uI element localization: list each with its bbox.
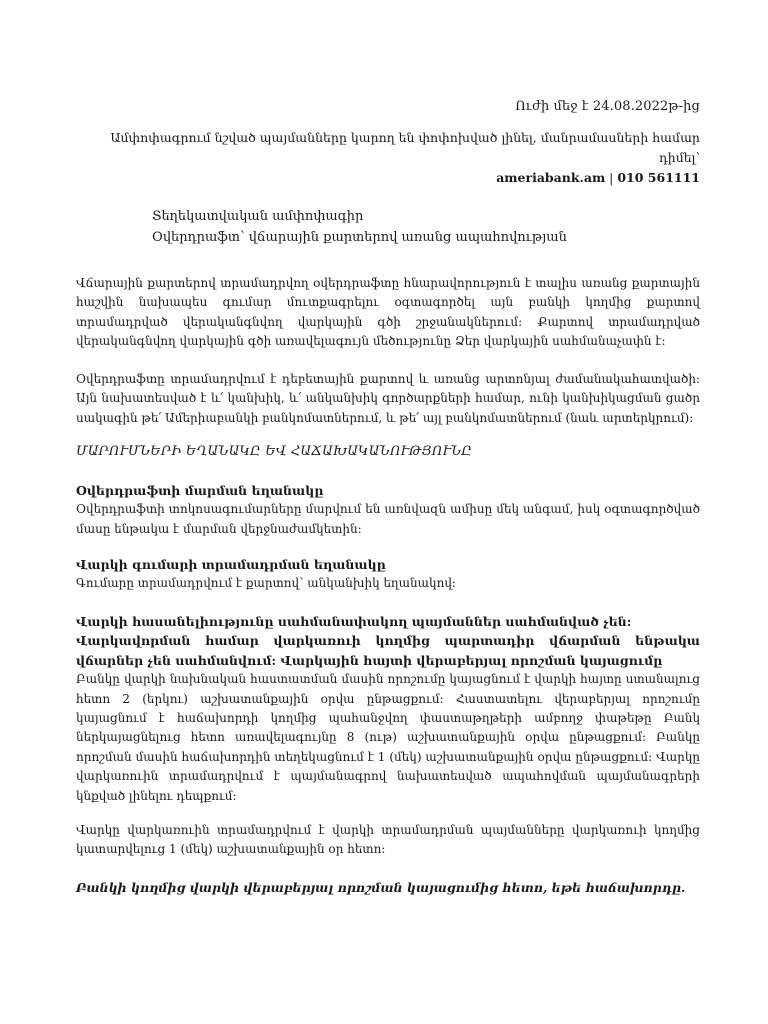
phone-number[interactable]: 010 561111 bbox=[617, 170, 700, 185]
repayment-text: Օվերդրաֆտի տոկոսագումարները մարվում են առնվազն ամիսը մեկ անգամ, իսկ օգտագործված մասը ենթակա է մարման վերջնաժամկետին: bbox=[76, 502, 700, 536]
availability-title-2: Վարկավորման համար վարկառուի կողմից պարտադիր վճարման ենթակա վճարներ չեն սահմանվում: Վարկային հայտի վերաբերյալ որոշման կայացումը bbox=[76, 633, 700, 668]
closing-line: Բանկի կողմից վարկի վերաբերյալ որոշման կայացումից հետո, եթե հաճախորդը. bbox=[76, 880, 686, 895]
availability-title-1: Վարկի հասանելիությունը սահմանափակող պայմաններ սահմանված չեն: bbox=[76, 614, 632, 629]
intro-paragraph-2: Օվերդրաֆտը տրամադրվում է դեբետային քարտով և առանց արտոնյալ ժամանակահատվածի: Այն նախատեսված է և՛ կանխիկ, և՛ անկանխիկ գործարքների համար, ունի կանխիկացման ցածր սակագին թե՛ Ամերիաբանկի բանկոմատներում, և թե՛ այլ բանկոմատներում (նաև արտերկրում): bbox=[76, 372, 700, 425]
header-notice bbox=[80, 128, 700, 188]
contact-separator: | bbox=[605, 170, 618, 185]
availability-section bbox=[76, 612, 700, 806]
notice-text: Ամփոփագրում նշված պայմանները կարող են փոփոխված լինել, մանրամասների համար դիմել՝ bbox=[110, 130, 700, 165]
title-line-2: Օվերդրաֆտ՝ վճարային քարտերով առանց ապահովության bbox=[152, 230, 567, 245]
document-title bbox=[152, 206, 567, 248]
disbursement-title: Վարկի գումարի տրամադրման եղանակը bbox=[76, 557, 386, 572]
website-link[interactable]: ameriabank.am bbox=[496, 170, 606, 185]
repayment-section bbox=[76, 481, 700, 539]
contact-line bbox=[80, 168, 700, 188]
title-line-1: Տեղեկատվական ամփոփագիր bbox=[152, 209, 364, 224]
effective-date: Ուժի մեջ է 24.08.2022թ-ից bbox=[515, 99, 700, 114]
provision-paragraph: Վարկը վարկառուին տրամադրվում է վարկի տրամադրման պայմանները վարկառուի կողմից կատարվելուց 1 (մեկ) աշխատանքային օր հետո: bbox=[76, 823, 700, 857]
repayment-title: Օվերդրաֆտի մարման եղանակը bbox=[76, 483, 324, 498]
intro-paragraph-1: Վճարային քարտերով տրամադրվող օվերդրաֆտը հնարավորություն է տալիս առանց քարտային հաշվին նախապես գումար մուտքագրելու օգտագործել այն բանկի կողմից քարտով տրամադրված վերականգնվող վարկային գծի շրջանակներում: Քարտով տրամադրված վերականգնվող վարկային գծի առավելագույն մեծությունը Ձեր վարկային սահմանաչափն է: bbox=[76, 276, 700, 349]
disbursement-section bbox=[76, 555, 700, 594]
section-heading: ՄԱՐՈՒՄՆԵՐԻ ԵՂԱՆԱԿԸ ԵՎ ՀԱՃԱԽԱԿԱՆՈՒԹՅՈՒՆԸ bbox=[76, 444, 473, 459]
disbursement-text: Գումարը տրամադրվում է քարտով՝ անկանխիկ եղանակով: bbox=[76, 576, 456, 591]
availability-text: Բանկը վարկի նախնական հաստատման մասին որոշումը կայացնում է վարկի հայտը ստանալուց հետո 2 (երկու) աշխատանքային օրվա ընթացքում: Հաստատելու վերաբերյալ որոշումը կայացնում է հաճախորդի կողմից պահանջվող փաստաթղթերի ամբողջ փաթեթը Բանկ ներկայացնելուց հետո առավելագույնը 8 (ութ) աշխատանքային օրվա ընթացքում: Բանկը որոշման մասին հաճախորդին տեղեկացնում է 1 (մեկ) աշխատանքային օրվա ընթացքում: Վարկը վարկառուին տրամադրվում է պայմանագրով նախատեսված ապահովման պայմանագրերի կնքված լինելու դեպքում: bbox=[76, 672, 700, 803]
